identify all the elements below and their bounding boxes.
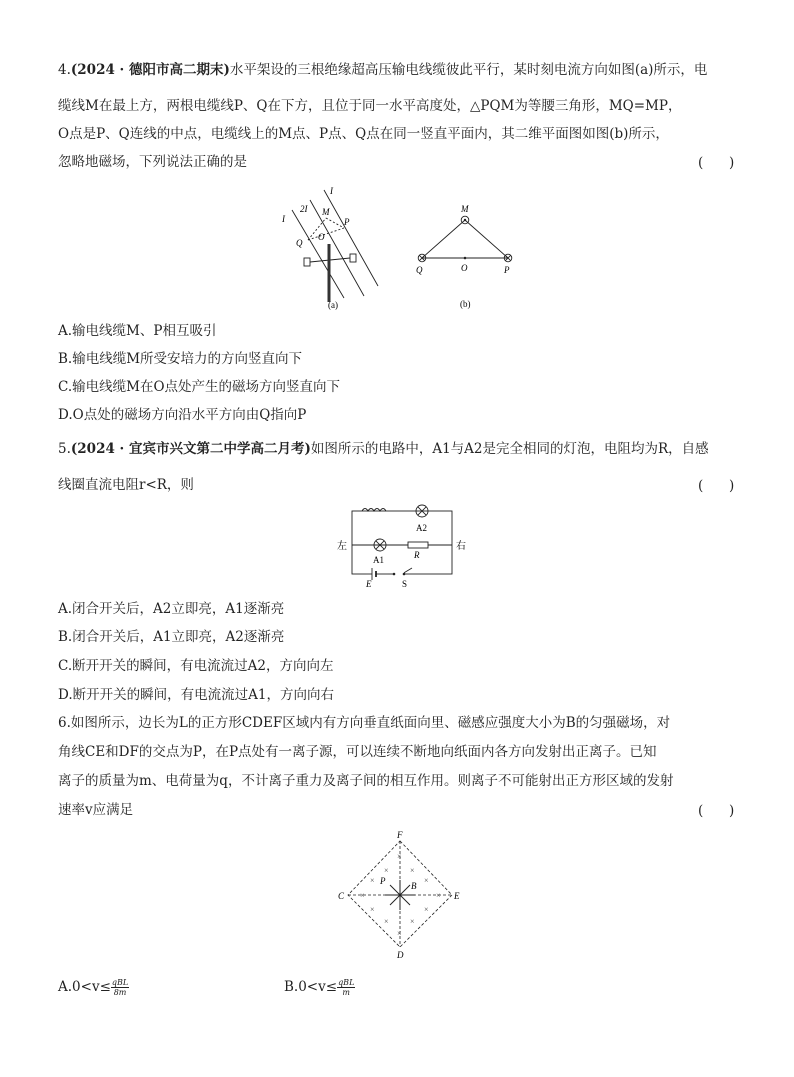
svg-text:×: × — [384, 866, 389, 875]
q6-option-b-prefix: B.0<v≤ — [284, 979, 338, 995]
q5-number: 5. — [58, 441, 71, 457]
q5-label-R: R — [414, 550, 420, 560]
q4b-label-Q: Q — [416, 265, 423, 275]
q5-answer-paren: ( ) — [698, 478, 735, 494]
q4-option-c: C.输电线缆M在O点处产生的磁场方向竖直向下 — [58, 379, 341, 395]
q6-figure — [330, 830, 470, 962]
q4b-label-P: P — [504, 265, 510, 275]
q6-number: 6. — [58, 715, 71, 731]
svg-text:×: × — [397, 929, 402, 938]
q5-option-d: D.断开开关的瞬间，有电流流过A1，方向向右 — [58, 687, 334, 703]
q6-line1 — [58, 714, 670, 732]
q6-answer-paren: ( ) — [698, 803, 735, 819]
q4-number: 4. — [58, 62, 71, 78]
svg-text:×: × — [360, 891, 365, 900]
svg-text:×: × — [370, 905, 375, 914]
q5-label-A1: A1 — [373, 555, 384, 565]
q5-line1 — [58, 440, 709, 458]
q4-line1 — [58, 61, 707, 79]
q4-text-1: 水平架设的三根绝缘超高压输电线缆彼此平行，某时刻电流方向如图(a)所示，电 — [229, 62, 708, 78]
q6-label-D: D — [397, 950, 404, 960]
q4-answer-paren: ( ) — [698, 155, 735, 171]
q6-label-F: F — [397, 830, 403, 840]
svg-text:×: × — [436, 891, 441, 900]
q4b-label-O: O — [461, 263, 468, 273]
q6-line2: 角线CE和DF的交点为P，在P点处有一离子源，可以连续不断地向纸面内各方向发射出正离子。已知 — [58, 744, 657, 760]
q6-option-a — [58, 978, 129, 997]
q6-label-P: P — [380, 876, 386, 886]
q6-option-a-fraction: $\frac{\text{qBL}}{8m}$ — [111, 978, 129, 997]
q5-option-a: A.闭合开关后，A2立即亮，A1逐渐亮 — [58, 601, 285, 617]
q6-option-a-prefix: A.0<v≤ — [58, 979, 111, 995]
q4-option-a: A.输电线缆M、P相互吸引 — [58, 323, 217, 339]
q5-line2: 线圈直流电阻r<R，则 — [58, 477, 194, 493]
svg-text:×: × — [370, 876, 375, 885]
q4a-label-O: O — [318, 232, 325, 242]
svg-text:×: × — [410, 917, 415, 926]
q4-option-d: D.O点处的磁场方向沿水平方向由Q指向P — [58, 407, 307, 423]
q4b-label-M: M — [461, 204, 469, 214]
svg-text:×: × — [424, 905, 429, 914]
q4a-current-right: I — [330, 186, 333, 196]
q6-label-B: B — [411, 881, 417, 891]
q4b-caption: (b) — [460, 299, 471, 309]
q4-line2: 缆线M在最上方，两根电缆线P、Q在下方，且位于同一水平高度处，△PQM为等腰三角形，MQ=MP， — [58, 98, 682, 114]
q4a-current-left: I — [282, 214, 285, 224]
svg-text:×: × — [424, 876, 429, 885]
svg-text:×: × — [410, 866, 415, 875]
q4-figure-a — [282, 182, 392, 312]
q4a-caption: (a) — [328, 300, 338, 310]
q5-option-b: B.闭合开关后，A1立即亮，A2逐渐亮 — [58, 629, 285, 645]
q6-option-b — [284, 978, 355, 997]
q5-circuit-figure — [336, 505, 476, 590]
q5-label-right: 右 — [456, 541, 466, 552]
q4a-label-M: M — [322, 207, 330, 217]
q4-option-b: B.输电线缆M所受安培力的方向竖直向下 — [58, 351, 303, 367]
q6-line4: 速率v应满足 — [58, 802, 134, 818]
q5-option-c: C.断开开关的瞬间，有电流流过A2，方向向左 — [58, 658, 334, 674]
q6-option-b-fraction: $\frac{\text{qBL}}{m}$ — [338, 978, 355, 997]
q4-source: (2024 · 德阳市高二期末) — [70, 62, 230, 78]
q5-label-A2: A2 — [416, 523, 427, 533]
q6-text-1: 如图所示，边长为L的正方形CDEF区域内有方向垂直纸面向里、磁感应强度大小为B的匀强磁场，对 — [70, 715, 671, 731]
q5-label-left: 左 — [337, 541, 347, 552]
q4a-label-P: P — [344, 217, 350, 227]
q6-label-E: E — [454, 891, 460, 901]
q5-label-E: E — [366, 579, 372, 589]
q4-line3: O点是P、Q连线的中点，电缆线上的M点、P点、Q点在同一竖直平面内，其二维平面图如图(b)所示， — [58, 126, 669, 142]
svg-text:×: × — [384, 917, 389, 926]
q4-figure-b — [410, 200, 530, 312]
q5-label-S: S — [402, 579, 408, 589]
q4-line4: 忽略地磁场，下列说法正确的是 — [58, 154, 247, 170]
q5-text-1: 如图所示的电路中，A1与A2是完全相同的灯泡，电阻均为R，自感 — [310, 441, 709, 457]
svg-text:×: × — [397, 852, 402, 861]
q4a-current-middle: 2I — [300, 204, 308, 214]
q4a-label-Q: Q — [296, 238, 303, 248]
q6-label-C: C — [338, 891, 345, 901]
q5-source: (2024 · 宜宾市兴文第二中学高二月考) — [70, 441, 311, 457]
q6-line3: 离子的质量为m、电荷量为q，不计离子重力及离子间的相互作用。则离子不可能射出正方形区域的发射 — [58, 773, 674, 789]
